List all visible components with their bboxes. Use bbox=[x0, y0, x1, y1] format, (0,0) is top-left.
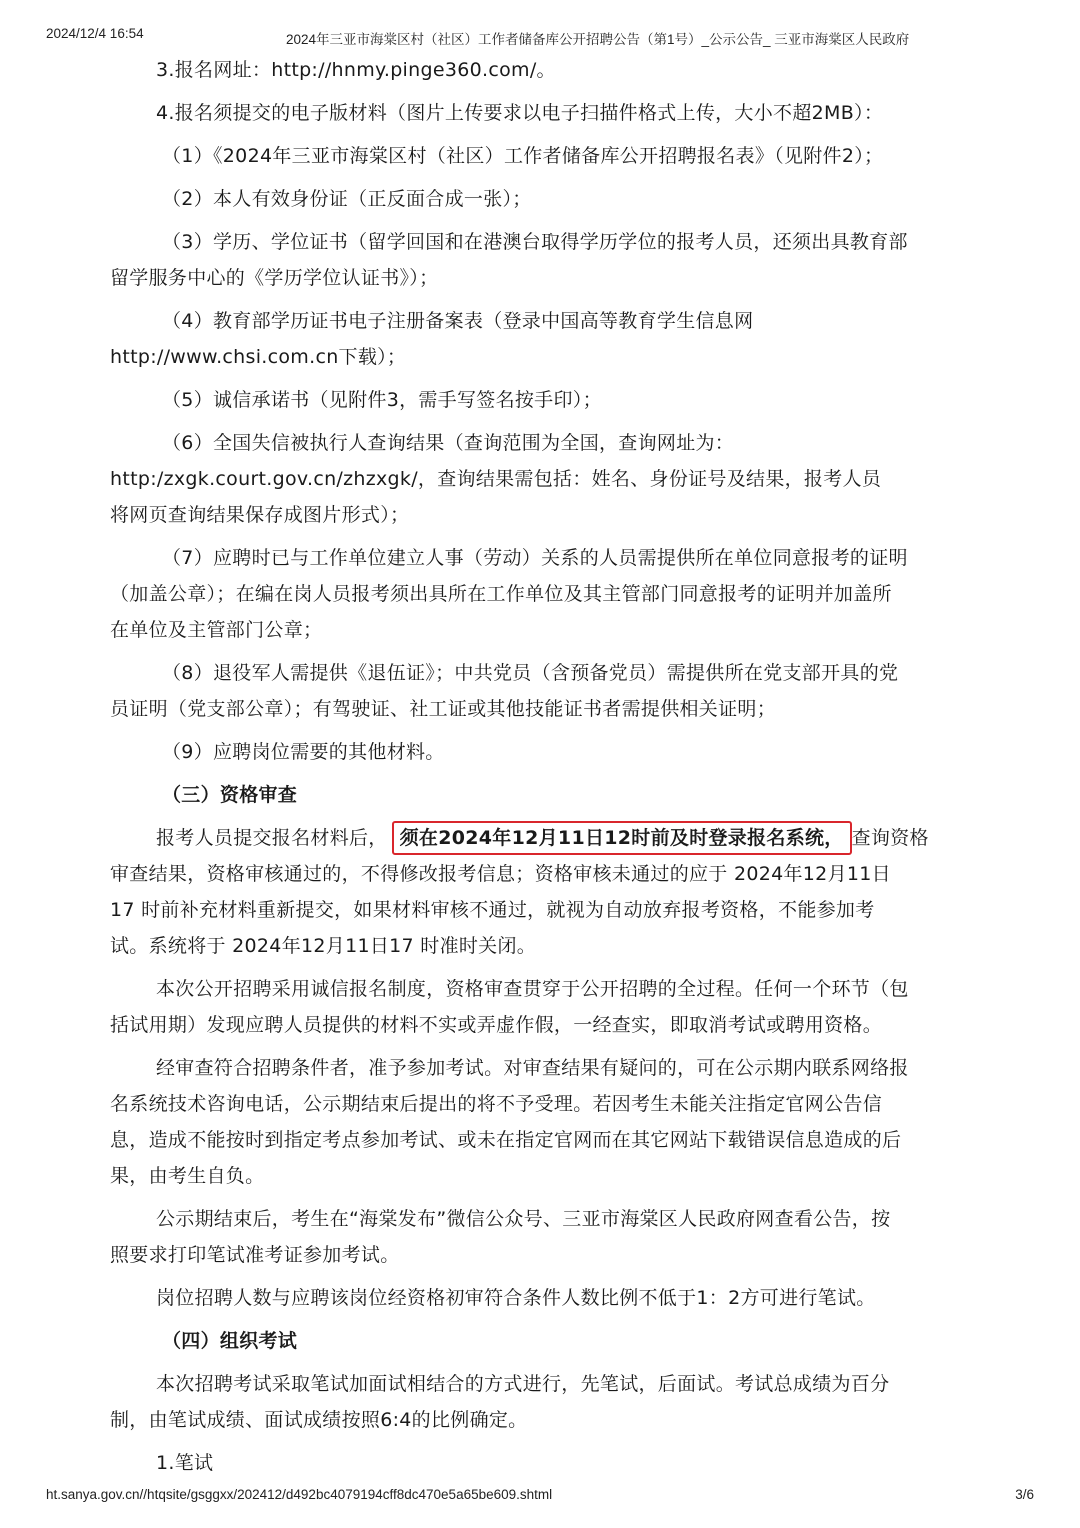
list-item-2: （2）本人有效身份证（正反面合成一张）； bbox=[162, 188, 532, 210]
paragraph-integrity: 本次公开招聘采用诚信报名制度，资格审查贯穿于公开招聘的全过程。任何一个环节（包 括试用期）发现应聘人员提供的材料不实或弄虚作假，一经查实，即取消考试或聘用资格。 bbox=[110, 978, 909, 1036]
section-heading-qualification-review: （三）资格审查 bbox=[162, 784, 298, 806]
list-item-8: （8）退役军人需提供《退伍证》；中共党员（含预备党员）需提供所在党支部开具的党 员证明（党支部公章）；有驾驶证、社工证或其他技能证书者需提供相关证明； bbox=[110, 662, 899, 720]
paragraph-review-deadline: 报考人员提交报名材料后， 须在2024年12月11日12时前及时登录报名系统， 查询资格 审查结果，资格审核通过的，不得修改报考信息；资格审核未通过的应于 2024年12月11日 17 时前补充材料重新提交，如果材料审核不通过，就视为自动放弃报考资格，不能参加考 试。系统将于 2024年12月11日17 时准时关闭。 bbox=[110, 820, 965, 964]
print-header bbox=[0, 26, 1080, 46]
list-item-6: （6）全国失信被执行人查询结果（查询范围为全国，查询网址为： http:/zxgk.court.gov.cn/zhzxgk/，查询结果需包括：姓名、身份证号及结果，报考人员 将网页查询结果保存成图片形式）； bbox=[110, 432, 882, 526]
paragraph-materials: 4.报名须提交的电子版材料（图片上传要求以电子扫描件格式上传，大小不超2MB）： bbox=[156, 102, 884, 124]
print-date: 2024/12/4 16:54 bbox=[46, 26, 144, 41]
page-number: 3/6 bbox=[1015, 1487, 1034, 1502]
paragraph-signup-url: 3.报名网址：http://hnmy.pinge360.com/。 bbox=[156, 59, 556, 81]
highlighted-deadline: 须在2024年12月11日12时前及时登录报名系统， bbox=[392, 821, 852, 855]
page-url: ht.sanya.gov.cn//htqsite/gsggxx/202412/d492bc4079194cff8dc470e5a65be609.shtml bbox=[46, 1487, 553, 1502]
list-item-9: （9）应聘岗位需要的其他材料。 bbox=[162, 741, 445, 763]
page-title: 2024年三亚市海棠区村（社区）工作者储备库公开招聘公告（第1号）_公示公告_ 三亚市海棠区人民政府 bbox=[286, 32, 910, 47]
list-item-1: （1）《2024年三亚市海棠区村（社区）工作者储备库公开招聘报名表》（见附件2）； bbox=[162, 145, 884, 167]
section-heading-exam: （四）组织考试 bbox=[162, 1330, 298, 1352]
paragraph-admission-ticket: 公示期结束后，考生在“海棠发布”微信公众号、三亚市海棠区人民政府网查看公告，按 照要求打印笔试准考证参加考试。 bbox=[110, 1208, 891, 1266]
list-item-7: （7）应聘时已与工作单位建立人事（劳动）关系的人员需提供所在单位同意报考的证明 （加盖公章）；在编在岗人员报考须出具所在工作单位及其主管部门同意报考的证明并加盖所 在单位及主管部门公章； bbox=[110, 547, 908, 641]
list-item-3: （3）学历、学位证书（留学回国和在港澳台取得学历学位的报考人员，还须出具教育部 留学服务中心的《学历学位认证书》）； bbox=[110, 231, 908, 289]
print-footer bbox=[0, 1487, 1080, 1507]
list-item-4: （4）教育部学历证书电子注册备案表（登录中国高等教育学生信息网 http://www.chsi.com.cn下载）； bbox=[110, 310, 754, 368]
list-item-5: （5）诚信承诺书（见附件3，需手写签名按手印）； bbox=[162, 389, 602, 411]
paragraph-review-results: 经审查符合招聘条件者，准予参加考试。对审查结果有疑问的，可在公示期内联系网络报 名系统技术咨询电话，公示期结束后提出的将不予受理。若因考生未能关注指定官网公告信 息，造成不能按时到指定考点参加考试、或未在指定官网而在其它网站下载错误信息造成的后 果，由考生自负。 bbox=[110, 1057, 909, 1187]
paragraph-ratio: 岗位招聘人数与应聘该岗位经资格初审符合条件人数比例不低于1：2方可进行笔试。 bbox=[156, 1287, 876, 1309]
paragraph-exam-method: 本次招聘考试采取笔试加面试相结合的方式进行，先笔试，后面试。考试总成绩为百分 制，由笔试成绩、面试成绩按照6:4的比例确定。 bbox=[110, 1373, 890, 1431]
subheading-written-exam: 1.笔试 bbox=[156, 1452, 214, 1474]
document-body bbox=[110, 52, 965, 1488]
